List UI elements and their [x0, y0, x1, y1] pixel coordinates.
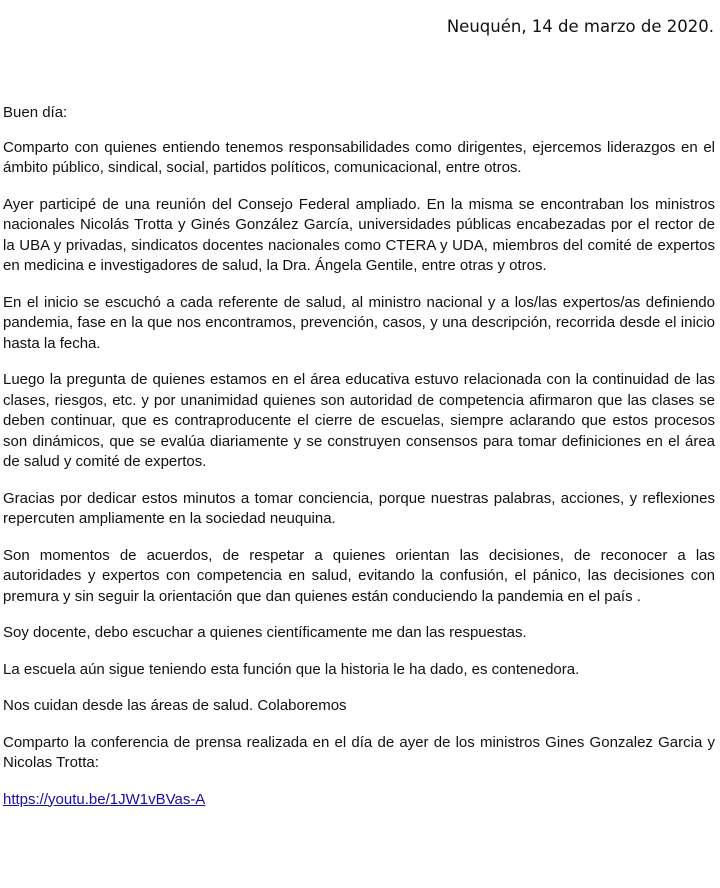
letter-greeting: Buen día:: [3, 104, 68, 121]
youtube-link[interactable]: https://youtu.be/1JW1vBVas-A: [3, 790, 206, 808]
paragraph-intro: Comparto con quienes entiendo tenemos responsabilidades como dirigentes, ejercemos liderazgos en el ámbito público, sindical, social, partidos políticos, comunicacional, entre otros.: [3, 138, 715, 176]
paragraph-health-care: Nos cuidan desde las áreas de salud. Colaboremos: [3, 697, 347, 714]
paragraph-agreements: Son momentos de acuerdos, de respetar a quienes orientan las decisiones, de reconocer a las autoridades y expertos con competencia en salud, evitando la confusión, el pánico, las decisiones con premura y sin seguir la orientación que dan quienes están conduciendo la pandemia en el país .: [3, 546, 715, 605]
paragraph-thanks: Gracias por dedicar estos minutos a tomar conciencia, porque nuestras palabras, acciones, y reflexiones repercuten ampliamente en la sociedad neuquina.: [3, 489, 715, 527]
paragraph-health-briefing: En el inicio se escuchó a cada referente de salud, al ministro nacional y a los/las expertos/as definiendo pandemia, fase en la que nos encontramos, prevención, casos, y una descripción, recorrida desde el inicio hasta la fecha.: [3, 293, 715, 352]
paragraph-classes-continuity: Luego la pregunta de quienes estamos en el área educativa estuvo relacionada con la continuidad de las clases, riesgos, etc. y por unanimidad quienes son autoridad de competencia afirmaron que las clases se deben continuar, que es contraproducente el cierre de escuelas, siempre aclarando que estos procesos son dinámicos, que se evalúa diariamente y se construyen consensos para tomar definiciones en el área de salud y comité de expertos.: [3, 371, 715, 470]
letter-body: [3, 103, 715, 826]
letter-date: Neuquén, 14 de marzo de 2020.: [446, 17, 714, 36]
paragraph-school-role: La escuela aún sigue teniendo esta función que la historia le ha dado, es contenedora.: [3, 660, 580, 678]
paragraph-teacher: Soy docente, debo escuchar a quienes científicamente me dan las respuestas.: [3, 624, 527, 641]
link-paragraph: [3, 790, 715, 811]
paragraph-meeting: Ayer participé de una reunión del Consejo Federal ampliado. En la misma se encontraban los ministros nacionales Nicolás Trotta y Ginés González García, universidades públicas encabezadas por el rector de la UBA y privadas, sindicatos docentes nacionales como CTERA y UDA, miembros del comité de expertos en medicina e investigadores de salud, la Dra. Ángela Gentile, entre otras y otros.: [3, 195, 715, 274]
paragraph-press-conference: Comparto la conferencia de prensa realizada en el día de ayer de los ministros Gines Gonzalez Garcia y Nicolas Trotta:: [3, 733, 715, 771]
